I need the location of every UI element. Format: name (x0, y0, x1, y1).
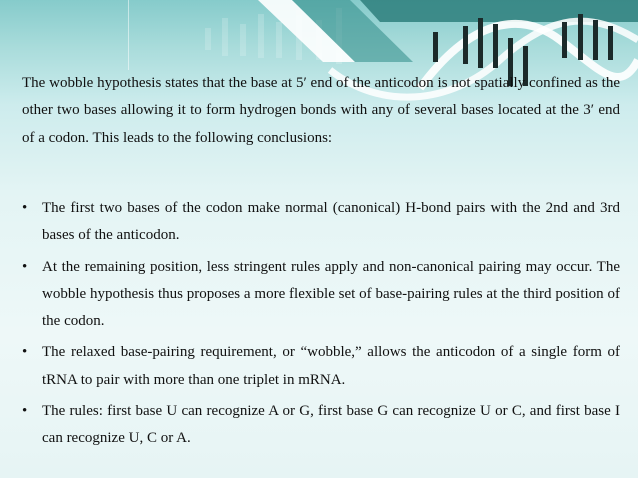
bullet-icon: • (22, 200, 28, 216)
list-item-text: The relaxed base-pairing requirement, or “wobble,” allows the anticodon of a single form of tRNA to pair with more than one triplet in mRNA. (42, 344, 620, 388)
bullet-icon: • (22, 344, 28, 361)
list-item (22, 339, 620, 394)
slide-content (22, 70, 620, 447)
conclusions-list (22, 195, 620, 457)
list-item-text: The first two bases of the codon make normal (canonical) H-bond pairs with the 2nd and 3rd bases of the anticodon. (42, 200, 620, 244)
bullet-icon: • (22, 258, 28, 275)
bullet-icon: • (22, 403, 28, 420)
list-item (22, 398, 620, 453)
faint-vertical-line (128, 0, 129, 70)
list-item-text: The rules: first base U can recognize A or G, first base G can recognize U or C, and first base I can recognize U, C or A. (42, 403, 620, 447)
list-item (22, 254, 620, 336)
intro-paragraph: The wobble hypothesis states that the base at 5′ end of the anticodon is not spatially confined as the other two bases allowing it to form hydrogen bonds with any of several bases located at the 3′ end of a codon. This leads to the following conclusions: (22, 75, 620, 146)
teal-band (360, 0, 638, 22)
list-item-text: At the remaining position, less stringent rules apply and non-canonical pairing may occur. The wobble hypothesis thus proposes a more flexible set of base-pairing rules at the third position of the codon. (42, 258, 620, 330)
list-item (22, 195, 620, 250)
